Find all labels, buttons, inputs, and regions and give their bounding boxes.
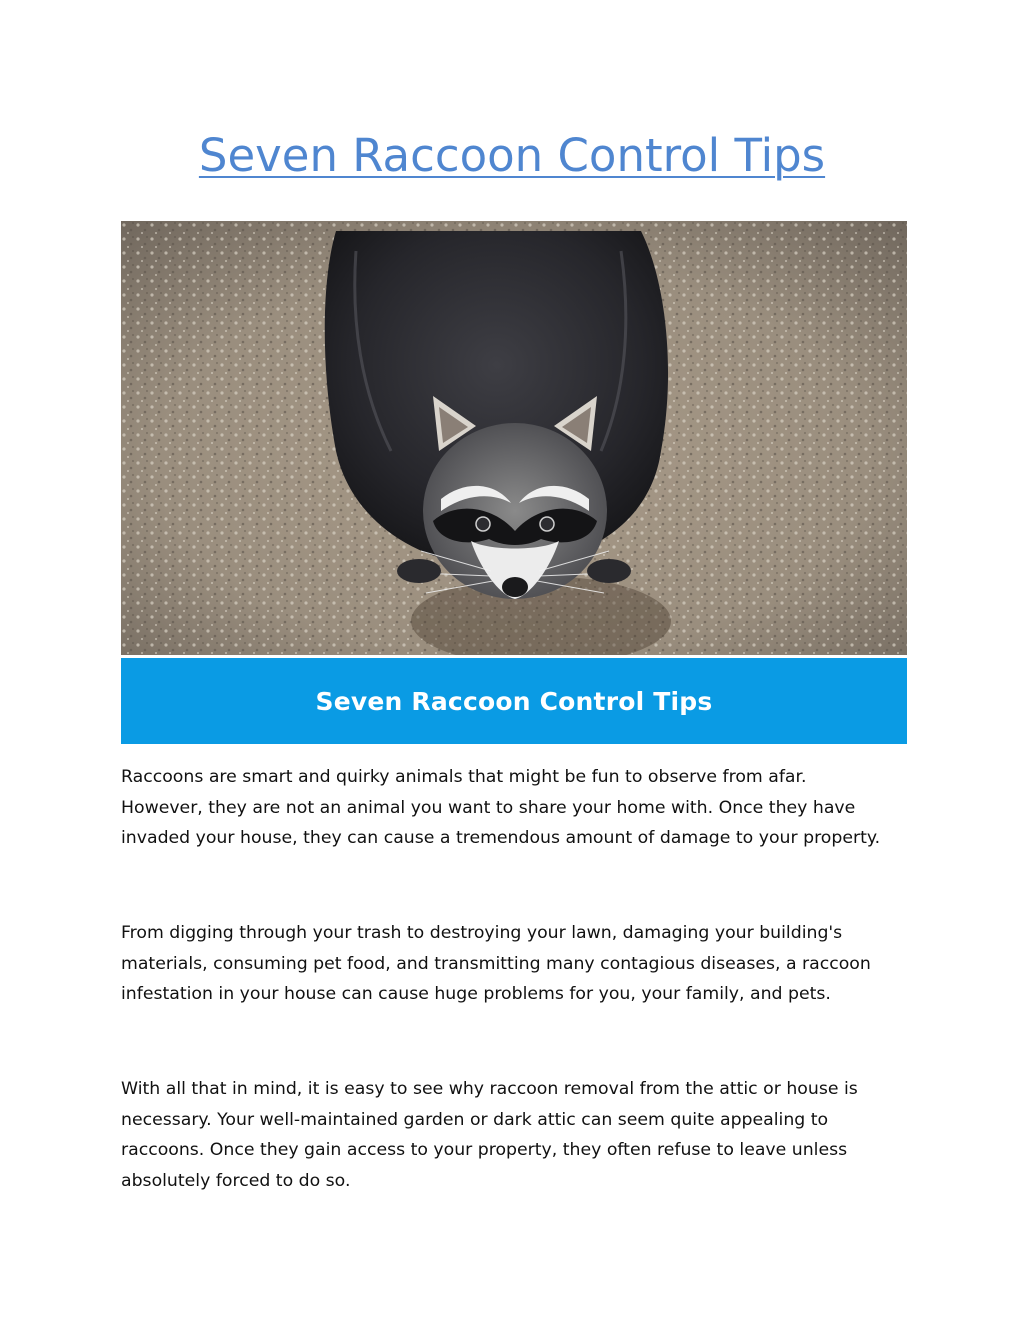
raccoon-photo: [121, 221, 907, 655]
banner-title: Seven Raccoon Control Tips: [315, 686, 713, 716]
hero-image-block: [121, 221, 907, 744]
title-banner: [121, 658, 907, 744]
page-title: Seven Raccoon Control Tips: [198, 129, 826, 182]
paragraph-removal: With all that in mind, it is easy to see why raccoon removal from the attic or house is necessary. Your well-maintained garden or dark attic can seem quite appealing to raccoons. Once they gain access to your property, they often refuse to leave unless absolutely forced to do so.: [121, 1079, 858, 1191]
paragraph-problems: From digging through your trash to destroying your lawn, damaging your building's materials, consuming pet food, and transmitting many contagious diseases, a raccoon infestation in your house can cause huge problems for you, your family, and pets.: [121, 923, 871, 1005]
paragraph-intro: Raccoons are smart and quirky animals that might be fun to observe from afar. However, they are not an animal you want to share your home with. Once they have invaded your house, they can cause a tremendous amount of damage to your property.: [121, 767, 881, 849]
